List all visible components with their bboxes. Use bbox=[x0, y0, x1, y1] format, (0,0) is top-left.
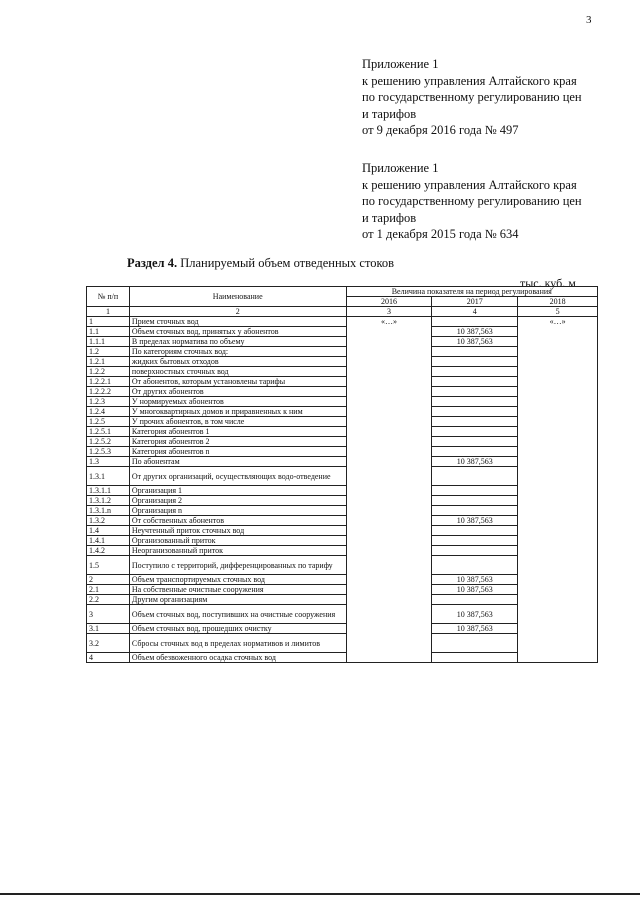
appendix-line: к решению управления Алтайского края bbox=[362, 177, 577, 192]
appendix-line: Приложение 1 bbox=[362, 161, 439, 175]
header-year-2016: 2016 bbox=[346, 297, 432, 307]
row-name: Неорганизованный приток bbox=[129, 546, 346, 556]
value-2017 bbox=[432, 634, 518, 653]
row-name: От собственных абонентов bbox=[129, 516, 346, 526]
row-name: От абонентов, которым установлены тарифы bbox=[129, 377, 346, 387]
value-2017: 10 387,563 bbox=[432, 337, 518, 347]
row-number: 1.2.3 bbox=[87, 397, 130, 407]
value-2017: 10 387,563 bbox=[432, 457, 518, 467]
row-name: Организация n bbox=[129, 506, 346, 516]
column-number: 4 bbox=[432, 307, 518, 317]
value-2017 bbox=[432, 417, 518, 427]
row-name: Поступило с территорий, дифференцированных по тарифу bbox=[129, 556, 346, 575]
value-2017 bbox=[432, 357, 518, 367]
row-number: 2.2 bbox=[87, 595, 130, 605]
row-number: 2.1 bbox=[87, 585, 130, 595]
row-name: На собственные очистные сооружения bbox=[129, 585, 346, 595]
row-number: 3 bbox=[87, 605, 130, 624]
row-number: 1.2.5 bbox=[87, 417, 130, 427]
discharge-volume-table bbox=[86, 286, 598, 663]
column-number: 5 bbox=[518, 307, 598, 317]
appendix-line: Приложение 1 bbox=[362, 57, 439, 71]
row-number: 1.2.5.1 bbox=[87, 427, 130, 437]
row-name: Организация 2 bbox=[129, 496, 346, 506]
row-name: Объем сточных вод, поступивших на очистные сооружения bbox=[129, 605, 346, 624]
appendix-line: от 9 декабря 2016 года № 497 bbox=[362, 123, 519, 137]
header-year-2017: 2017 bbox=[432, 297, 518, 307]
row-name: Организованный приток bbox=[129, 536, 346, 546]
row-name: По категориям сточных вод: bbox=[129, 347, 346, 357]
appendix-line: от 1 декабря 2015 года № 634 bbox=[362, 227, 519, 241]
section-label: Раздел 4. bbox=[127, 256, 178, 270]
row-number: 1.1.1 bbox=[87, 337, 130, 347]
row-name: Категория абонентов n bbox=[129, 447, 346, 457]
value-2017 bbox=[432, 407, 518, 417]
row-name: Другим организациям bbox=[129, 595, 346, 605]
row-name: Прием сточных вод bbox=[129, 317, 346, 327]
row-name: В пределах норматива по объему bbox=[129, 337, 346, 347]
value-2017 bbox=[432, 467, 518, 486]
row-name: Организация 1 bbox=[129, 486, 346, 496]
value-2017 bbox=[432, 387, 518, 397]
value-2017 bbox=[432, 427, 518, 437]
row-name: По абонентам bbox=[129, 457, 346, 467]
column-number: 2 bbox=[129, 307, 346, 317]
row-name: Объем транспортируемых сточных вод bbox=[129, 575, 346, 585]
page-bottom-rule bbox=[0, 893, 640, 895]
row-name: У нормируемых абонентов bbox=[129, 397, 346, 407]
value-2017 bbox=[432, 496, 518, 506]
row-number: 1.2.4 bbox=[87, 407, 130, 417]
row-name: Сбросы сточных вод в пределах нормативов и лимитов bbox=[129, 634, 346, 653]
column-number: 3 bbox=[346, 307, 432, 317]
value-2017 bbox=[432, 595, 518, 605]
value-2016-cell bbox=[346, 317, 432, 663]
value-2017 bbox=[432, 377, 518, 387]
appendix-line: и тарифов bbox=[362, 210, 417, 225]
header-name: Наименование bbox=[129, 287, 346, 307]
page-number: 3 bbox=[586, 14, 592, 26]
row-name: поверхностных сточных вод bbox=[129, 367, 346, 377]
value-2018-note: «…» bbox=[549, 317, 566, 326]
value-2016-note: «…» bbox=[380, 317, 397, 326]
value-2017: 10 387,563 bbox=[432, 605, 518, 624]
row-number: 3.1 bbox=[87, 624, 130, 634]
value-2017 bbox=[432, 367, 518, 377]
value-2017 bbox=[432, 526, 518, 536]
value-2017 bbox=[432, 653, 518, 663]
appendix-line: по государственному регулированию цен bbox=[362, 90, 582, 104]
row-name: Категория абонентов 2 bbox=[129, 437, 346, 447]
row-number: 1.3.2 bbox=[87, 516, 130, 526]
row-number: 1.2.5.2 bbox=[87, 437, 130, 447]
value-2017 bbox=[432, 506, 518, 516]
row-name: От других абонентов bbox=[129, 387, 346, 397]
units-label: тыс. куб. м bbox=[520, 276, 576, 290]
table-row bbox=[87, 317, 598, 327]
value-2017 bbox=[432, 546, 518, 556]
value-2017: 10 387,563 bbox=[432, 575, 518, 585]
value-2017: 10 387,563 bbox=[432, 327, 518, 337]
value-2017 bbox=[432, 556, 518, 575]
value-2017 bbox=[432, 317, 518, 327]
row-number: 1.5 bbox=[87, 556, 130, 575]
row-number: 4 bbox=[87, 653, 130, 663]
value-2017 bbox=[432, 447, 518, 457]
row-number: 1 bbox=[87, 317, 130, 327]
appendix-current-decision bbox=[362, 56, 622, 139]
value-2017 bbox=[432, 536, 518, 546]
row-number: 1.2.1 bbox=[87, 357, 130, 367]
row-name: Объем сточных вод, принятых у абонентов bbox=[129, 327, 346, 337]
appendix-line: и тарифов bbox=[362, 106, 417, 121]
value-2017 bbox=[432, 347, 518, 357]
row-number: 1.1 bbox=[87, 327, 130, 337]
row-number: 1.3.1 bbox=[87, 467, 130, 486]
row-name: У многоквартирных домов и приравненных к ним bbox=[129, 407, 346, 417]
row-number: 1.2.5.3 bbox=[87, 447, 130, 457]
row-name: Категория абонентов 1 bbox=[129, 427, 346, 437]
row-name: Неучтенный приток сточных вод bbox=[129, 526, 346, 536]
row-number: 1.2.2.2 bbox=[87, 387, 130, 397]
value-2017: 10 387,563 bbox=[432, 585, 518, 595]
row-number: 1.4 bbox=[87, 526, 130, 536]
row-number: 1.3 bbox=[87, 457, 130, 467]
row-name: От других организаций, осуществляющих водо-отведение bbox=[129, 467, 346, 486]
header-year-2018: 2018 bbox=[518, 297, 598, 307]
row-number: 1.4.1 bbox=[87, 536, 130, 546]
appendix-line: к решению управления Алтайского края bbox=[362, 73, 577, 88]
value-2017: 10 387,563 bbox=[432, 516, 518, 526]
value-2017 bbox=[432, 437, 518, 447]
row-number: 1.2.2.1 bbox=[87, 377, 130, 387]
header-num: № п/п bbox=[87, 287, 130, 307]
row-name: Объем обезвоженного осадка сточных вод bbox=[129, 653, 346, 663]
row-number: 1.2.2 bbox=[87, 367, 130, 377]
row-number: 1.4.2 bbox=[87, 546, 130, 556]
row-number: 1.2 bbox=[87, 347, 130, 357]
appendix-line: по государственному регулированию цен bbox=[362, 194, 582, 208]
row-number: 2 bbox=[87, 575, 130, 585]
row-name: У прочих абонентов, в том числе bbox=[129, 417, 346, 427]
row-name: Объем сточных вод, прошедших очистку bbox=[129, 624, 346, 634]
value-2017 bbox=[432, 397, 518, 407]
value-2017 bbox=[432, 486, 518, 496]
row-number: 3.2 bbox=[87, 634, 130, 653]
header-period-group: Величина показателя на период регулирования bbox=[346, 287, 597, 297]
section-title bbox=[127, 256, 394, 271]
row-name: жидких бытовых отходов bbox=[129, 357, 346, 367]
section-heading: Планируемый объем отведенных стоков bbox=[180, 256, 395, 270]
appendix-previous-decision bbox=[362, 160, 622, 243]
row-number: 1.3.1.1 bbox=[87, 486, 130, 496]
row-number: 1.3.1.n bbox=[87, 506, 130, 516]
row-number: 1.3.1.2 bbox=[87, 496, 130, 506]
value-2017: 10 387,563 bbox=[432, 624, 518, 634]
column-number: 1 bbox=[87, 307, 130, 317]
value-2018-cell bbox=[518, 317, 598, 663]
